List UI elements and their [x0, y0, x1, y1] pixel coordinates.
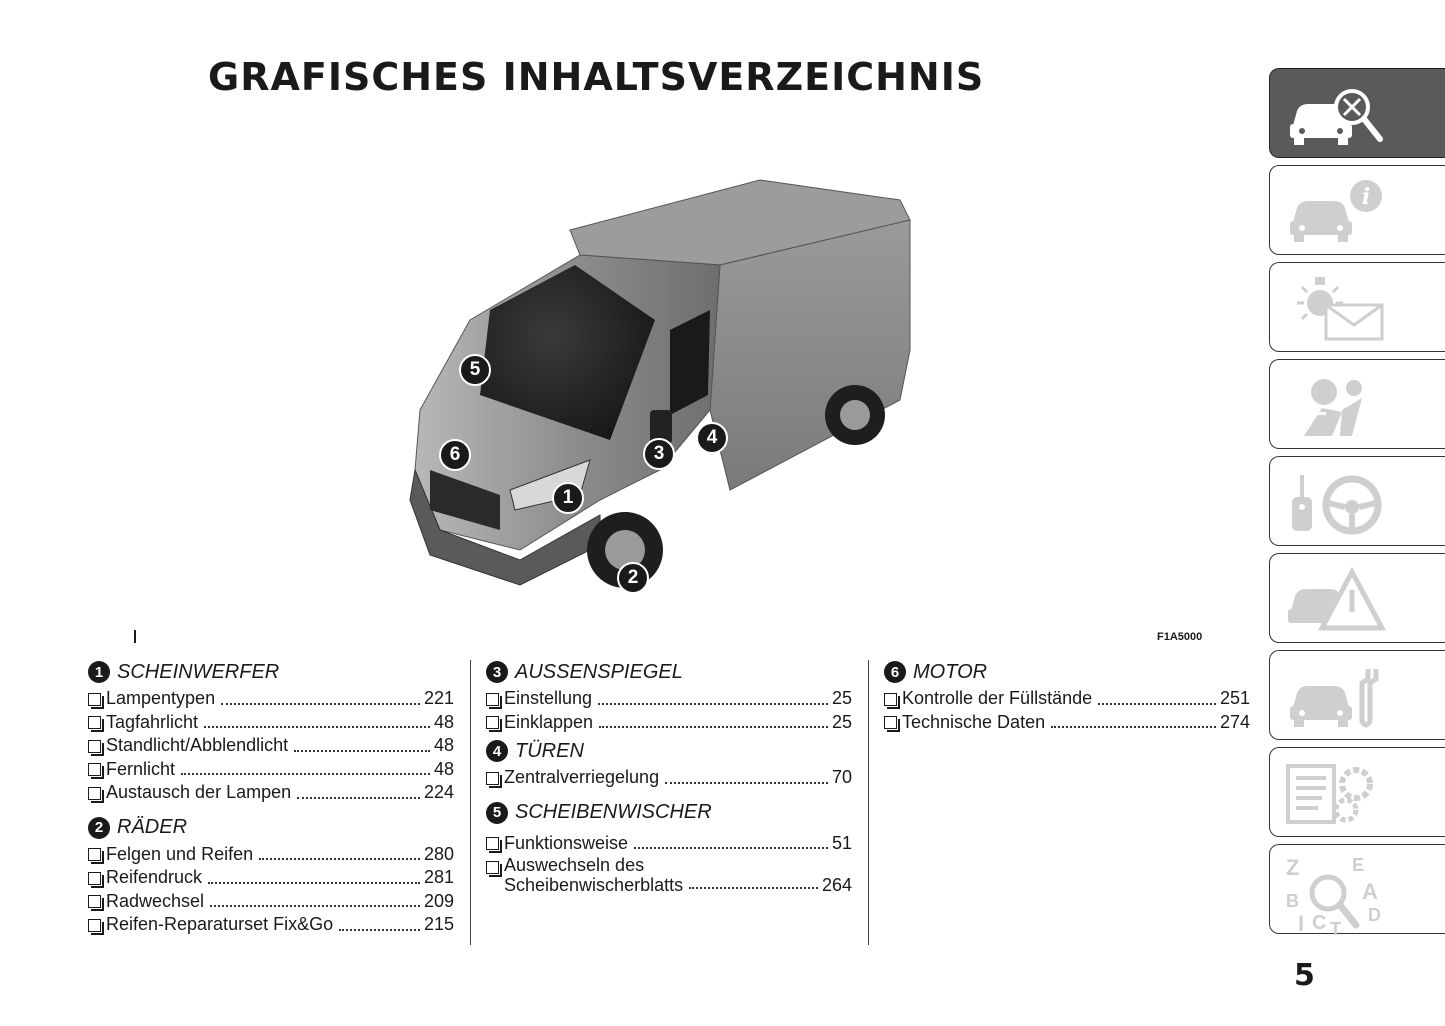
section-number: 5 — [486, 802, 508, 824]
car-breakdown-warning-icon — [1282, 564, 1392, 634]
section-label: MOTOR — [913, 660, 988, 683]
car-search-icon — [1282, 79, 1392, 149]
bullet-box — [88, 787, 101, 800]
section-number: 3 — [486, 661, 508, 683]
toc-column-3 — [884, 655, 1250, 734]
bullet-box — [88, 716, 101, 729]
bullet-box — [88, 848, 101, 861]
section-header-tueren — [486, 736, 852, 766]
toc-entry[interactable]: Einstellung 25 — [486, 687, 852, 711]
toc-entry[interactable]: Felgen und Reifen 280 — [88, 843, 454, 867]
bullet-box — [486, 837, 499, 850]
toc-column-1 — [88, 655, 454, 937]
tab-emergency[interactable] — [1269, 553, 1445, 643]
tab-alphabetical-index[interactable] — [1269, 844, 1445, 934]
bullet-box — [88, 763, 101, 776]
tab-car-info[interactable] — [1269, 165, 1445, 255]
toc-entry[interactable]: Einklappen 25 — [486, 711, 852, 735]
tab-graphic-index[interactable] — [1269, 68, 1445, 158]
svg-text:D: D — [1368, 905, 1381, 925]
section-number: 4 — [486, 740, 508, 762]
section-header-aussenspiegel — [486, 657, 852, 687]
toc-column-2 — [486, 655, 852, 895]
section-header-raeder — [88, 813, 454, 843]
svg-text:E: E — [1352, 855, 1365, 875]
page-ref: 281 — [423, 867, 454, 887]
section-label: SCHEIBENWISCHER — [515, 801, 712, 823]
section-label: AUSSENSPIEGEL — [515, 660, 683, 683]
bullet-box — [486, 772, 499, 785]
toc-entry[interactable]: Technische Daten 274 — [884, 711, 1250, 735]
page-ref: 251 — [1219, 688, 1250, 708]
toc-entry[interactable]: Auswechseln des Scheibenwischerblatts 264 — [486, 855, 852, 895]
callout-marker-4: 4 — [696, 422, 728, 454]
bullet-box — [88, 919, 101, 932]
section-number: 2 — [88, 817, 110, 839]
toc-entry[interactable]: Standlicht/Abblendlicht 48 — [88, 734, 454, 758]
svg-text:C: C — [1312, 912, 1327, 934]
toc-entry[interactable]: Funktionsweise 51 — [486, 832, 852, 856]
car-info-icon — [1282, 176, 1392, 246]
airbag-passenger-icon — [1282, 370, 1392, 440]
toc-entry[interactable]: Tagfahrlicht 48 — [88, 711, 454, 735]
page-title: GRAFISCHES INHALTSVERZEICHNIS — [208, 55, 985, 99]
callout-marker-6: 6 — [439, 439, 471, 471]
svg-text:I: I — [1298, 911, 1305, 935]
toc-entry[interactable]: Reifen-Reparaturset Fix&Go 215 — [88, 913, 454, 937]
tab-technical-data[interactable] — [1269, 747, 1445, 837]
figure-code: F1A5000 — [1157, 631, 1203, 643]
toc-entry[interactable]: Zentralverriegelung 70 — [486, 766, 852, 790]
page-ref: 48 — [433, 711, 454, 732]
svg-text:T: T — [1330, 919, 1341, 935]
page-ref: 221 — [423, 688, 454, 708]
bullet-box — [88, 740, 101, 753]
tab-maintenance[interactable] — [1269, 650, 1445, 740]
bullet-box — [884, 693, 897, 706]
toc-entry[interactable]: Radwechsel 209 — [88, 890, 454, 914]
technical-data-gears-icon — [1282, 758, 1392, 828]
bullet-box — [88, 872, 101, 885]
page-ref: 274 — [1219, 711, 1250, 732]
tab-safety[interactable] — [1269, 359, 1445, 449]
tab-starting-driving[interactable] — [1269, 456, 1445, 546]
car-maintenance-wrench-icon — [1282, 661, 1392, 731]
page-ref: 70 — [831, 767, 852, 787]
svg-text:Z: Z — [1286, 855, 1300, 880]
tab-warning-lights[interactable] — [1269, 262, 1445, 352]
warning-light-message-icon — [1282, 273, 1392, 343]
callout-marker-2: 2 — [617, 562, 649, 594]
page-ref: 48 — [433, 758, 454, 779]
toc-entry[interactable]: Reifendruck 281 — [88, 866, 454, 890]
callout-marker-5: 5 — [459, 354, 491, 386]
section-number: 1 — [88, 661, 110, 683]
page-ref: 209 — [423, 890, 454, 911]
margin-marker — [134, 630, 136, 643]
callout-marker-3: 3 — [643, 438, 675, 470]
page-ref: 51 — [831, 832, 852, 853]
page-ref: 48 — [433, 735, 454, 755]
bullet-box — [486, 716, 499, 729]
alphabetical-index-search-icon — [1282, 855, 1392, 935]
key-steering-wheel-icon — [1282, 467, 1392, 537]
page-ref: 25 — [831, 688, 852, 708]
toc-entry[interactable]: Lampentypen 221 — [88, 687, 454, 711]
page-ref: 264 — [821, 875, 852, 895]
svg-text:A: A — [1362, 879, 1378, 904]
page-ref: 215 — [423, 914, 454, 934]
section-label: RÄDER — [117, 816, 188, 838]
bullet-box — [88, 693, 101, 706]
section-header-scheinwerfer — [88, 657, 454, 687]
svg-text:B: B — [1286, 891, 1299, 911]
column-divider — [868, 660, 869, 945]
section-number: 6 — [884, 661, 906, 683]
bullet-box — [884, 716, 897, 729]
section-header-scheibenwischer — [486, 798, 852, 828]
page-ref: 224 — [423, 782, 454, 802]
column-divider — [470, 660, 471, 945]
bullet-box — [486, 693, 499, 706]
page-ref: 25 — [831, 711, 852, 732]
section-label: TÜREN — [515, 739, 584, 762]
svg-text:i: i — [1361, 184, 1371, 210]
toc-entry[interactable]: Fernlicht 48 — [88, 758, 454, 782]
page-number: 5 — [1294, 958, 1315, 993]
toc-entry[interactable]: Kontrolle der Füllstände 251 — [884, 687, 1250, 711]
section-label: SCHEINWERFER — [117, 660, 280, 683]
page-ref: 280 — [423, 843, 454, 864]
callout-marker-1: 1 — [552, 482, 584, 514]
bullet-box — [486, 861, 499, 874]
bullet-box — [88, 895, 101, 908]
toc-entry[interactable]: Austausch der Lampen 224 — [88, 781, 454, 805]
section-header-motor — [884, 657, 1250, 687]
